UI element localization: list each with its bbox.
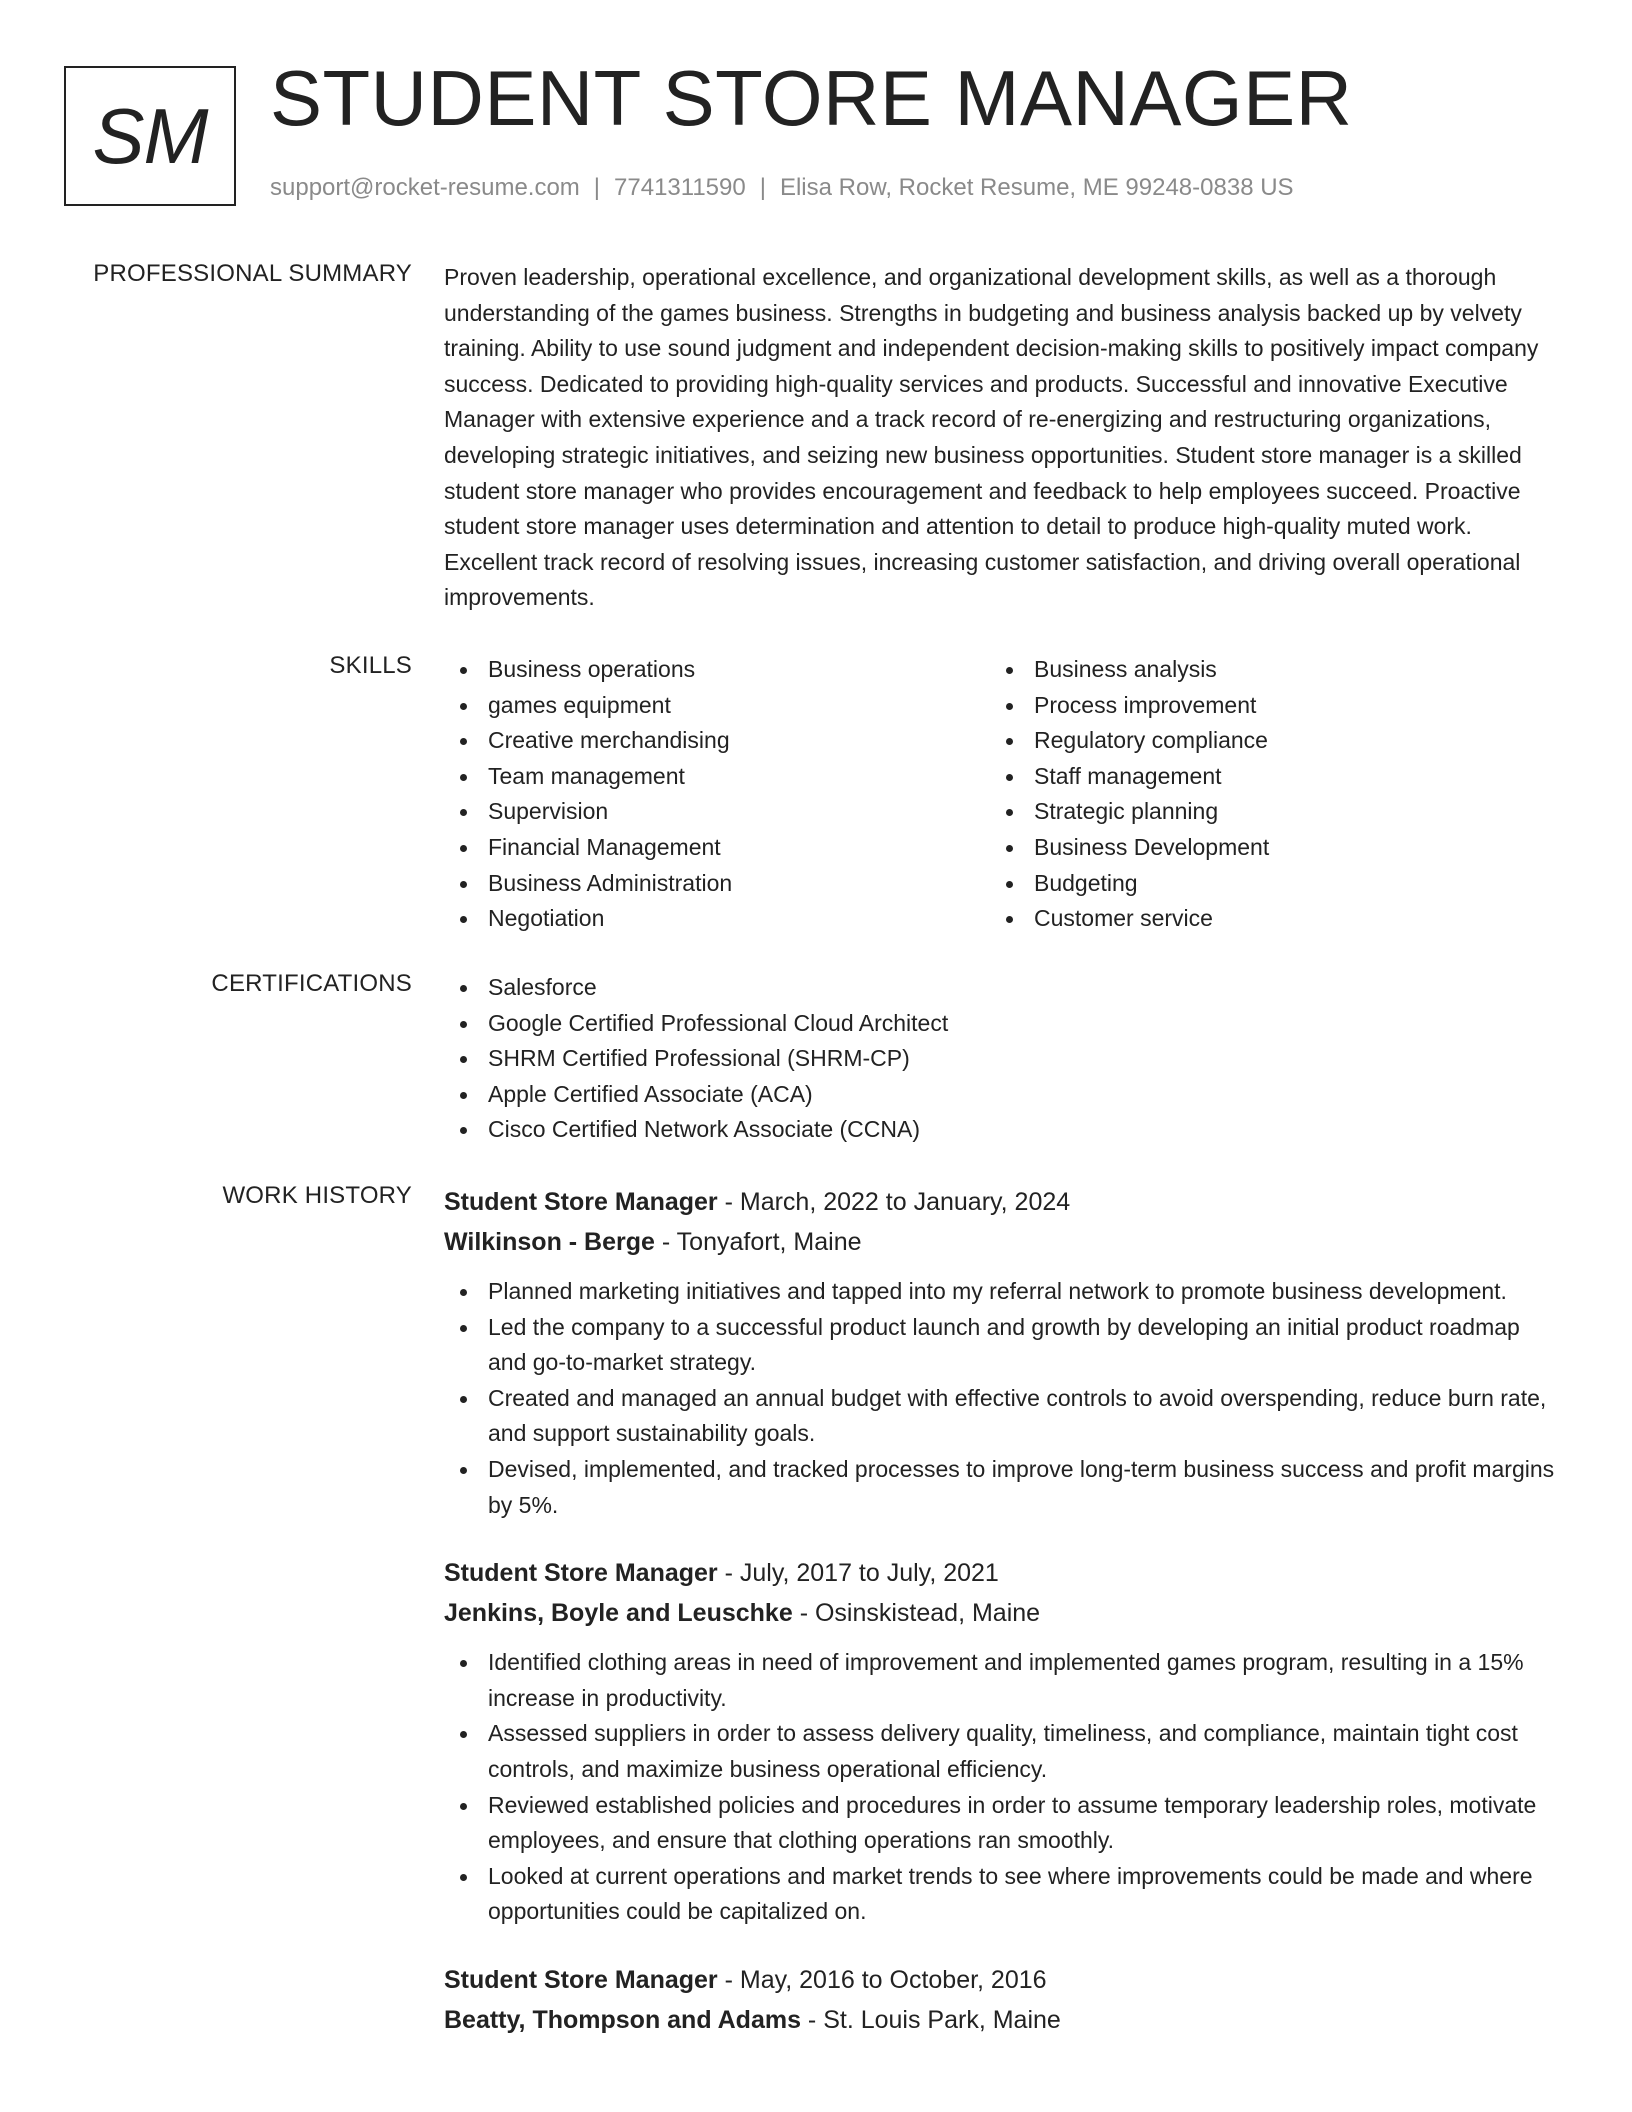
certifications-body — [444, 970, 1560, 1148]
skill-item: Business Administration — [444, 866, 990, 902]
certifications-list — [444, 970, 1560, 1148]
job-dates: - March, 2022 to January, 2024 — [717, 1188, 1071, 1216]
job-bullet: Looked at current operations and market trends to see where improvements could be made and where opportunities could be capitalized on. — [444, 1859, 1560, 1930]
job-bullet: Identified clothing areas in need of improvement and implemented games program, resulting in a 15% increase in productivity. — [444, 1645, 1560, 1716]
job-title-line — [444, 1553, 1560, 1593]
resume-title: STUDENT STORE MANAGER — [270, 54, 1353, 142]
job-company: Wilkinson - Berge — [444, 1228, 655, 1256]
skills-list-left — [444, 652, 990, 937]
section-label-work-history: WORK HISTORY — [222, 1182, 412, 1209]
job-bullet: Planned marketing initiatives and tapped into my referral network to promote business development. — [444, 1274, 1560, 1310]
job-company-line — [444, 1222, 1560, 1262]
job-bullets — [444, 1274, 1560, 1523]
job-title: Student Store Manager — [444, 1188, 718, 1216]
job-location: - Osinskistead, Maine — [792, 1599, 1041, 1628]
job-title-line — [444, 1960, 1560, 2000]
job-entry — [444, 1960, 1560, 2040]
job-dates: - July, 2017 to July, 2021 — [717, 1559, 999, 1588]
section-label-summary: PROFESSIONAL SUMMARY — [93, 260, 412, 287]
section-label-skills: SKILLS — [329, 652, 412, 679]
job-company: Beatty, Thompson and Adams — [444, 2005, 801, 2034]
certification-item: Google Certified Professional Cloud Architect — [444, 1006, 1560, 1042]
monogram-logo — [64, 66, 236, 206]
contact-separator: | — [759, 174, 766, 201]
job-title-line — [444, 1182, 1560, 1222]
skill-item: Business analysis — [990, 652, 1536, 688]
contact-separator: | — [593, 174, 601, 201]
skill-item: Strategic planning — [990, 794, 1536, 830]
skill-item: Team management — [444, 759, 990, 795]
skill-item: Staff management — [990, 759, 1536, 795]
skill-item: Regulatory compliance — [990, 723, 1536, 759]
skill-item: Budgeting — [990, 866, 1536, 902]
skills-list-right — [990, 652, 1536, 937]
job-location: - Tonyafort, Maine — [654, 1228, 862, 1256]
certification-item: Apple Certified Associate (ACA) — [444, 1077, 1560, 1113]
job-title: Student Store Manager — [444, 1965, 718, 1994]
job-bullet: Created and managed an annual budget with effective controls to avoid overspending, reduce burn rate, and support sustainability goals. — [444, 1381, 1560, 1452]
contact-phone[interactable]: 7741311590 — [614, 174, 746, 201]
section-label-certifications: CERTIFICATIONS — [211, 970, 412, 997]
job-location: - St. Louis Park, Maine — [800, 2005, 1061, 2034]
job-bullet: Assessed suppliers in order to assess delivery quality, timeliness, and compliance, maintain tight cost controls, and maximize business operational efficiency. — [444, 1716, 1560, 1787]
job-dates: - May, 2016 to October, 2016 — [717, 1965, 1047, 1994]
job-bullet: Reviewed established policies and procedures in order to assume temporary leadership roles, motivate employees, and ensure that clothing operations ran smoothly. — [444, 1788, 1560, 1859]
job-company-line — [444, 1593, 1560, 1633]
job-title: Student Store Manager — [444, 1559, 718, 1588]
job-bullet: Led the company to a successful product launch and growth by developing an initial product roadmap and go-to-market strategy. — [444, 1310, 1560, 1381]
job-entry — [444, 1182, 1560, 1523]
skill-item: Financial Management — [444, 830, 990, 866]
job-bullets — [444, 1645, 1560, 1930]
skill-item: Process improvement — [990, 688, 1536, 724]
certification-item: SHRM Certified Professional (SHRM-CP) — [444, 1041, 1560, 1077]
work-history-body — [444, 1182, 1560, 2070]
contact-email[interactable]: support@rocket-resume.com — [270, 174, 580, 201]
job-bullet: Devised, implemented, and tracked processes to improve long-term business success and profit margins by 5%. — [444, 1452, 1560, 1523]
contact-line — [270, 174, 1294, 202]
skill-item: Negotiation — [444, 901, 990, 937]
summary-text: Proven leadership, operational excellence, and organizational development skills, as well as a thorough understanding of the games business. Strengths in budgeting and business analysis backed up by velvety training. Ability to use sound judgment and independent decision-making skills to positively impact company success. Dedicated to providing high-quality services and products. Successful and innovative Executive Manager with extensive experience and a track record of re-energizing and restructuring organizations, developing strategic initiatives, and seizing new business opportunities. Student store manager is a skilled student store manager who provides encouragement and feedback to help employees succeed. Proactive student store manager uses determination and attention to detail to produce high-quality muted work. Excellent track record of resolving issues, increasing customer satisfaction, and driving overall operational improvements. — [444, 264, 1539, 611]
job-company: Jenkins, Boyle and Leuschke — [444, 1599, 793, 1628]
contact-address: Elisa Row, Rocket Resume, ME 99248-0838 US — [779, 174, 1294, 201]
skill-item: Business Development — [990, 830, 1536, 866]
monogram-initials: SM — [92, 91, 208, 180]
certification-item: Cisco Certified Network Associate (CCNA) — [444, 1112, 1560, 1148]
skill-item: Business operations — [444, 652, 990, 688]
job-company-line — [444, 2000, 1560, 2040]
skill-item: Creative merchandising — [444, 723, 990, 759]
job-entry — [444, 1553, 1560, 1930]
skill-item: games equipment — [444, 688, 990, 724]
skill-item: Supervision — [444, 794, 990, 830]
skill-item: Customer service — [990, 901, 1536, 937]
summary-body — [444, 260, 1560, 616]
certification-item: Salesforce — [444, 970, 1560, 1006]
skills-body — [444, 652, 1560, 937]
